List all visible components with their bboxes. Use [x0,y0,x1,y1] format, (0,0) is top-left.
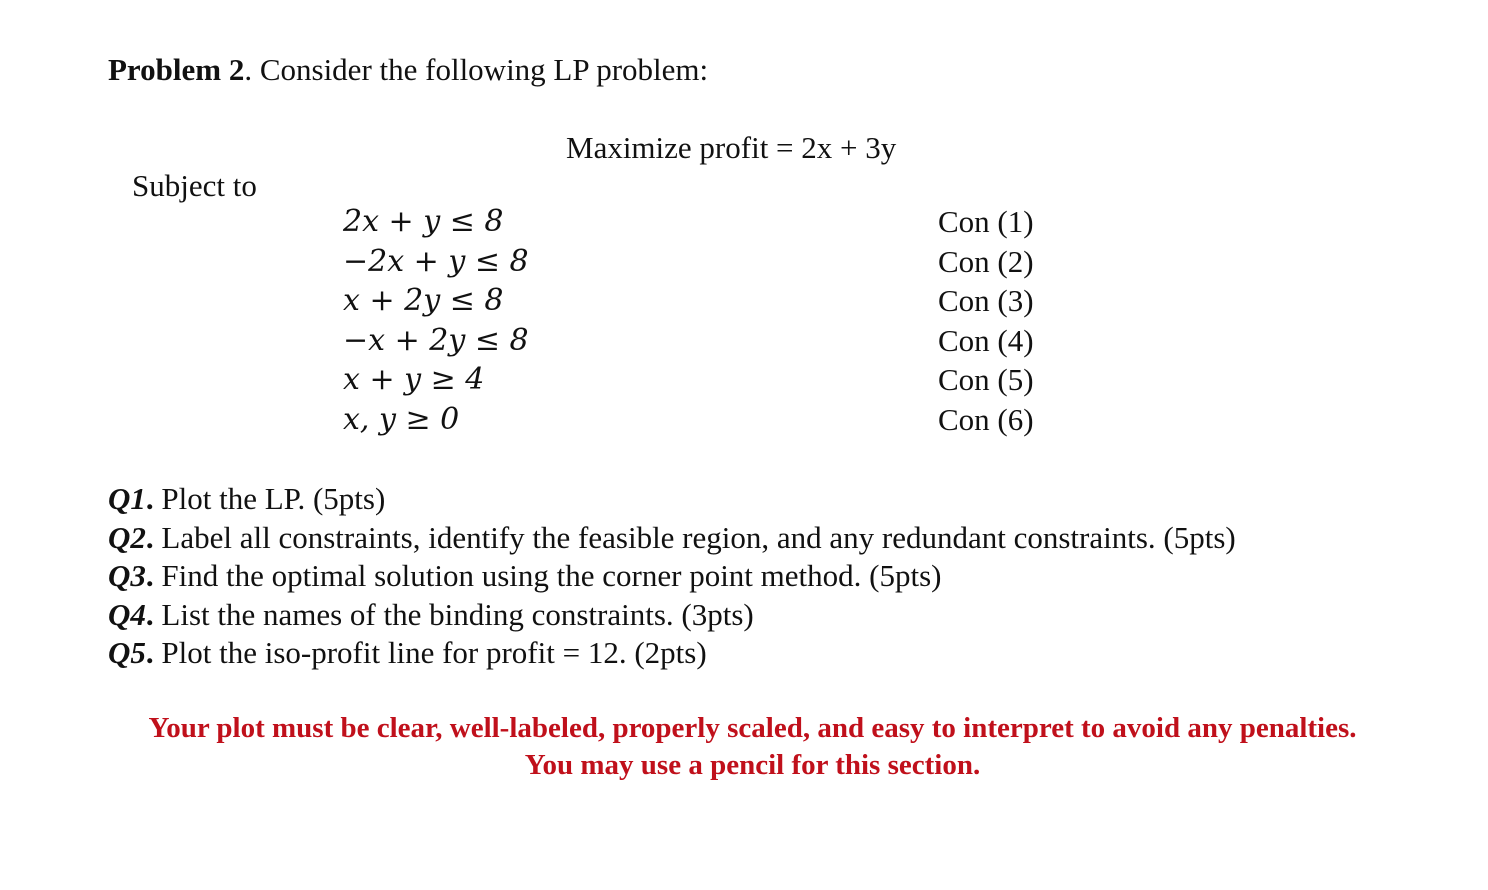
constraint-label: Con (4) [938,322,1034,358]
question-number: Q5 [108,635,146,670]
plot-notice [0,710,1488,784]
notice-line-1: Your plot must be clear, well-labeled, properly scaled, and easy to interpret to avoid any penalties. [148,712,1357,744]
objective-function: Maximize profit = 2x + 3y [566,130,897,165]
question-text: Label all constraints, identify the feasible region, and any redundant constraints. (5pts) [153,519,1236,555]
constraint-expression: 2x + y ≤ 8 [343,204,504,239]
question-dot: . [145,558,154,593]
constraint-expression: x, y ≥ 0 [343,401,460,437]
constraint-expression: −2x + y ≤ 8 [343,243,529,279]
question-text: Find the optimal solution using the corner point method. (5pts) [153,558,942,593]
problem-intro-text: . Consider the following LP problem: [244,52,709,87]
question-dot: . [145,519,154,555]
questions-list [108,480,1236,673]
question-text: Plot the iso-profit line for profit = 12. (2pts) [153,635,707,670]
constraint-label: Con (3) [938,283,1034,318]
constraint-expression: −x + 2y ≤ 8 [343,322,529,358]
question-text: Plot the LP. (5pts) [153,481,386,516]
question-dot: . [145,596,154,632]
question-item [108,596,1236,635]
question-item [108,480,1236,519]
question-number: Q3 [108,558,146,593]
question-text: List the names of the binding constraints. (3pts) [153,596,754,632]
subject-to-label: Subject to [132,168,257,203]
constraint-label: Con (2) [938,243,1034,279]
constraint-row [343,244,1063,284]
constraint-label: Con (1) [938,204,1034,239]
constraint-expression: x + y ≥ 4 [343,362,485,397]
question-item [108,634,1236,673]
constraint-row [343,323,1063,363]
problem-label: Problem 2 [108,52,245,87]
constraint-row [343,204,1063,244]
constraint-expression: x + 2y ≤ 8 [343,283,504,318]
question-number: Q1 [108,481,146,516]
constraint-label: Con (5) [938,362,1034,397]
question-dot: . [145,481,154,516]
constraint-row [343,402,1063,442]
notice-line-2: You may use a pencil for this section. [524,749,981,781]
constraint-label: Con (6) [938,401,1034,437]
constraints-list [343,204,1063,441]
question-item [108,557,1236,596]
problem-heading [108,52,708,88]
question-number: Q2 [108,519,146,555]
question-dot: . [145,635,154,670]
constraint-row [343,283,1063,323]
constraint-row [343,362,1063,402]
question-number: Q4 [108,596,146,632]
question-item [108,519,1236,558]
